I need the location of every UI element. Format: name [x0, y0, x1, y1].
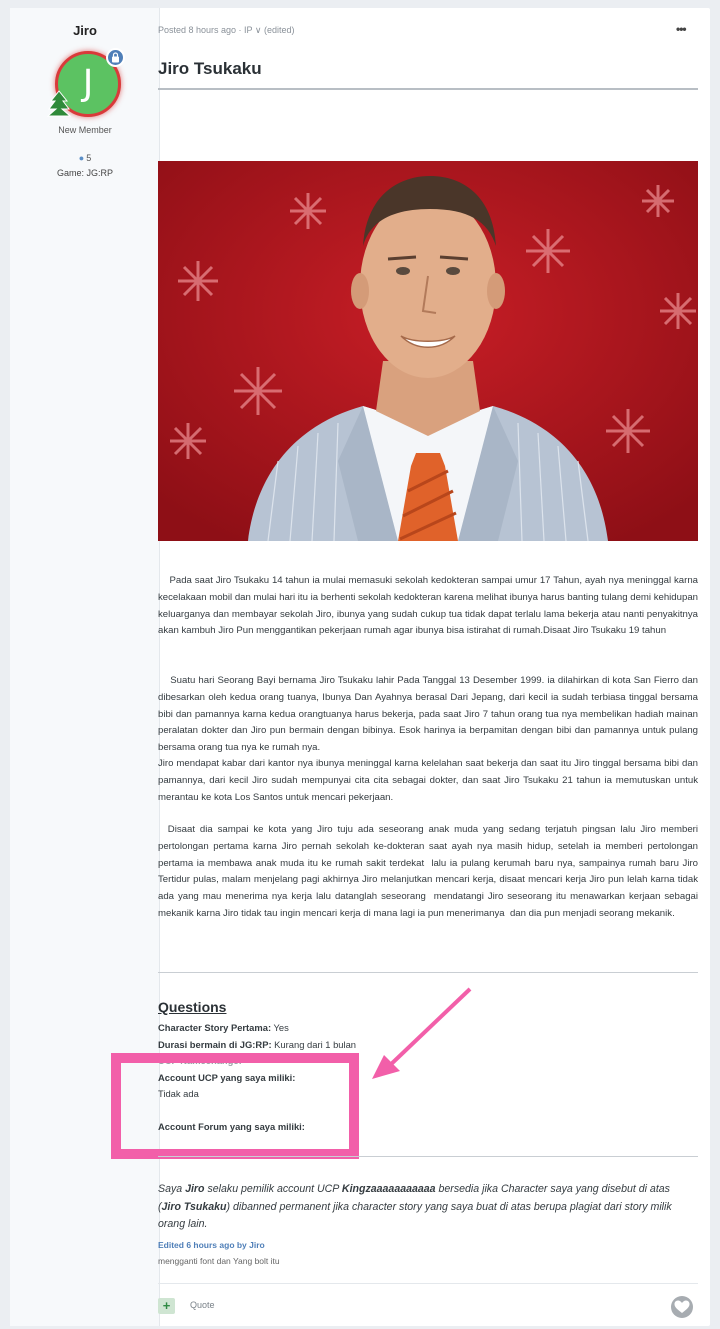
- multiquote-button[interactable]: +: [158, 1298, 175, 1314]
- question-label: UCP Namechange:: [158, 1055, 242, 1066]
- footer-divider: [158, 1283, 698, 1284]
- question-label: Character Story Pertama:: [158, 1022, 272, 1033]
- section-divider: [158, 972, 698, 973]
- question-ucp-account-value: Tidak ada: [158, 1088, 199, 1099]
- post-count-value: 5: [86, 153, 92, 163]
- disclaimer-text: [158, 1181, 688, 1234]
- quote-button[interactable]: Quote: [190, 1300, 215, 1310]
- question-label: Account Forum yang saya miliki:: [158, 1121, 305, 1132]
- author-name[interactable]: Jiro: [73, 23, 97, 38]
- disclaimer-part: selaku pemilik account UCP: [204, 1183, 342, 1195]
- story-paragraph-4: Disaat dia sampai ke kota yang Jiro tuju ada seseorang anak muda yang sedang terjatuh pingsan lalu Jiro memberi pertolongan pertama karna Jiro pernah sekolah ke-dokteran saat ayah nya masih hidup, setelah ia memberi pertolongan pertama ia membawa anak muda itu ke rumah sakit terdekat lalu ia pulang kerumah baru nya, sampainya rumah baru Jiro Tertidur pulas, malam menjelang pagi akhirnya Jiro melanjutkan mencari kerja, disaat mencari kerja Jiro pun lelah karna tidak ada yang mau menerima nya kerja lalu datanglah seseorang mendatangi Jiro seseorang itu menawarkan kerjaan sebagai mekanik karna Jiro tidak tau ingin mencari kerja di mana lagi ia pun menerimanya dan dia pun menjadi seorang mekanik.: [158, 824, 698, 919]
- annotation-arrow: [370, 985, 480, 1085]
- question-value: Yes: [271, 1022, 289, 1033]
- question-character-story: [158, 1022, 289, 1033]
- lock-icon: [106, 48, 125, 67]
- questions-heading: Questions: [158, 999, 227, 1015]
- post-count: [10, 153, 160, 163]
- question-label: Durasi bermain di JG:RP:: [158, 1039, 272, 1050]
- more-options-icon[interactable]: •••: [676, 22, 686, 36]
- post-meta[interactable]: Posted 8 hours ago · IP ∨ (edited): [158, 25, 295, 35]
- title-divider: [158, 88, 698, 90]
- post-image: [158, 161, 698, 541]
- comment-icon: ●: [78, 153, 85, 163]
- highlight-box: [111, 1053, 359, 1159]
- disclaimer-divider: [158, 1156, 698, 1157]
- question-label: Account UCP yang saya miliki:: [158, 1072, 296, 1083]
- christmas-tree-icon: [46, 90, 72, 118]
- game-info: Game: JG:RP: [56, 168, 113, 178]
- story-paragraph-1: Pada saat Jiro Tsukaku 14 tahun ia mulai memasuki sekolah kedokteran sampai umur 17 Tahun, ayah nya meninggal karna kecelakaan mobil dan mulai hari itu ia berhenti sekolah kedokteran karena melihat ibunya harus banting tulang demi kehidupan keluarganya dan membayar sekolah Jiro, ibunya yang sudah cukup tua tidak dapat terlalu lama bekerja atau nanti penyakitnya akan kambuh Jiro Pun menggantikan pekerjaan rumah agar ibunya bisa istirahat di rumah.Disaat Jiro Tsukaku 19 tahun: [158, 575, 698, 637]
- disclaimer-part: ) dibanned permanent jika character story yang saya buat di atas berupa plagiat dari story milik orang lain.: [158, 1200, 672, 1230]
- edit-reason: mengganti font dan Yang bolt itu: [158, 1256, 280, 1266]
- disclaimer-name: Jiro: [185, 1183, 205, 1195]
- question-value: Kurang dari 1 bulan: [271, 1039, 357, 1050]
- story-paragraph-3: Jiro mendapat kabar dari kantor nya ibunya meninggal karna kelelahan saat bekerja dan saat itu Jiro tinggal bersama bibi dan pamannya, dari kecil Jiro sudah mempunyai cita cita sebagai dokter, dan saat Jiro Tsukaku 21 tahun ia memutuskan untuk merantau ke kota Los Santos untuk mencari pekerjaan.: [158, 758, 698, 803]
- post-title: Jiro Tsukaku: [158, 59, 262, 78]
- heart-icon[interactable]: [671, 1296, 693, 1318]
- disclaimer-part: bersedia jika Character saya yang disebut di atas (: [158, 1183, 670, 1213]
- disclaimer-character: Jiro Tsukaku: [161, 1200, 227, 1213]
- question-duration: [158, 1039, 356, 1050]
- story-paragraph-2: Suatu hari Seorang Bayi bernama Jiro Tsukaku lahir Pada Tanggal 13 Desember 1999. ia dilahirkan di kota San Fierro dan dibesarkan oleh kedua orang tuanya, Ibunya Dan Ayahnya berasal Dari Jepang, dari kecil ia sudah terbiasa tinggal bersama bibi dan pamannya karna kedua orangtuanya harus bekerja, pada saat Jiro 7 tahun orang tua nya membelikan hadiah mainan peralatan dokter dan Jiro pun bermain dengan bibinya. Esok harinya ia berpamitan dengan bibi dan pamannya untuk pulang bersama orang tua nya ke rumah nya.: [158, 675, 698, 754]
- edited-note[interactable]: Edited 6 hours ago by Jiro: [158, 1240, 265, 1250]
- disclaimer-ucp: Kingzaaaaaaaaaaa: [341, 1183, 436, 1195]
- member-title: New Member: [58, 125, 112, 135]
- disclaimer-part: Saya: [158, 1183, 186, 1195]
- avatar[interactable]: J: [55, 51, 121, 117]
